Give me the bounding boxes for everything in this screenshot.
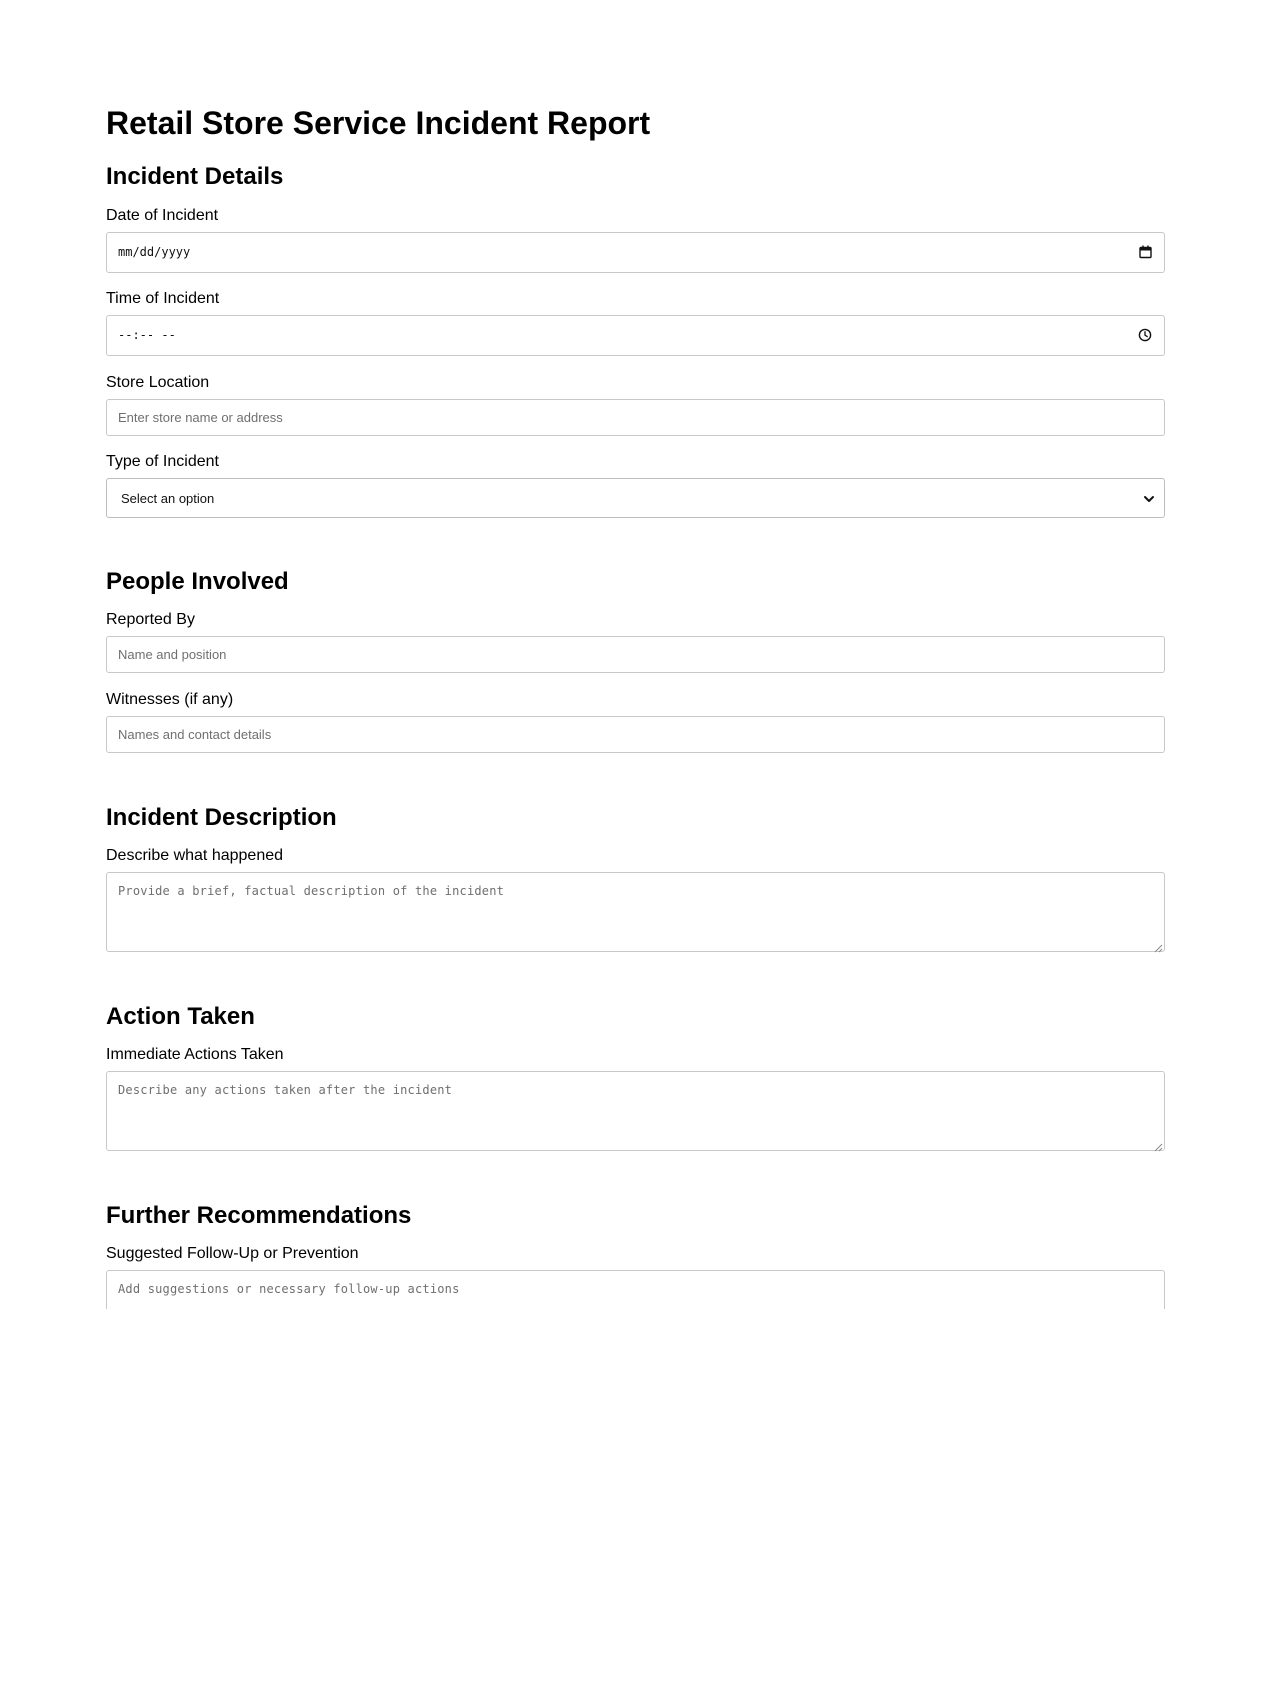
page-title: Retail Store Service Incident Report	[106, 105, 651, 141]
time-label: Time of Incident	[106, 290, 220, 307]
time-input[interactable]	[106, 315, 1165, 356]
section-title-incident-details: Incident Details	[106, 163, 284, 190]
witnesses-input[interactable]	[106, 716, 1165, 753]
date-input[interactable]	[106, 232, 1165, 273]
chevron-down-icon	[1143, 492, 1155, 510]
section-title-incident-description: Incident Description	[106, 804, 337, 831]
what-happened-placeholder: Provide a brief, factual description of the incident	[118, 884, 505, 898]
incident-type-selected: Select an option	[121, 491, 215, 506]
follow-up-placeholder: Add suggestions or necessary follow-up actions	[118, 1282, 460, 1296]
witnesses-placeholder: Names and contact details	[118, 727, 272, 742]
follow-up-textarea[interactable]	[106, 1270, 1165, 1309]
clock-icon[interactable]	[1138, 328, 1152, 347]
calendar-icon[interactable]	[1139, 245, 1152, 264]
time-input-value: --:-- --	[118, 328, 176, 342]
store-location-label: Store Location	[106, 374, 210, 391]
immediate-actions-label: Immediate Actions Taken	[106, 1046, 284, 1063]
immediate-actions-placeholder: Describe any actions taken after the incident	[118, 1083, 453, 1097]
reported-by-placeholder: Name and position	[118, 647, 227, 662]
resize-handle-icon[interactable]	[1153, 1139, 1163, 1149]
follow-up-clip	[106, 1270, 1165, 1309]
what-happened-textarea[interactable]	[106, 872, 1165, 952]
reported-by-input[interactable]	[106, 636, 1165, 673]
immediate-actions-textarea[interactable]	[106, 1071, 1165, 1151]
date-label: Date of Incident	[106, 207, 219, 224]
what-happened-label: Describe what happened	[106, 847, 284, 864]
section-title-further-recommendations: Further Recommendations	[106, 1202, 412, 1229]
resize-handle-icon[interactable]	[1153, 940, 1163, 950]
date-input-value: mm/dd/yyyy	[118, 245, 191, 259]
reported-by-label: Reported By	[106, 611, 195, 628]
incident-type-label: Type of Incident	[106, 453, 219, 470]
section-title-people-involved: People Involved	[106, 568, 289, 595]
follow-up-label: Suggested Follow-Up or Prevention	[106, 1245, 359, 1262]
store-location-placeholder: Enter store name or address	[118, 410, 283, 425]
store-location-input[interactable]	[106, 399, 1165, 436]
witnesses-label: Witnesses (if any)	[106, 691, 234, 708]
section-title-action-taken: Action Taken	[106, 1003, 255, 1030]
incident-type-select[interactable]	[106, 478, 1165, 518]
